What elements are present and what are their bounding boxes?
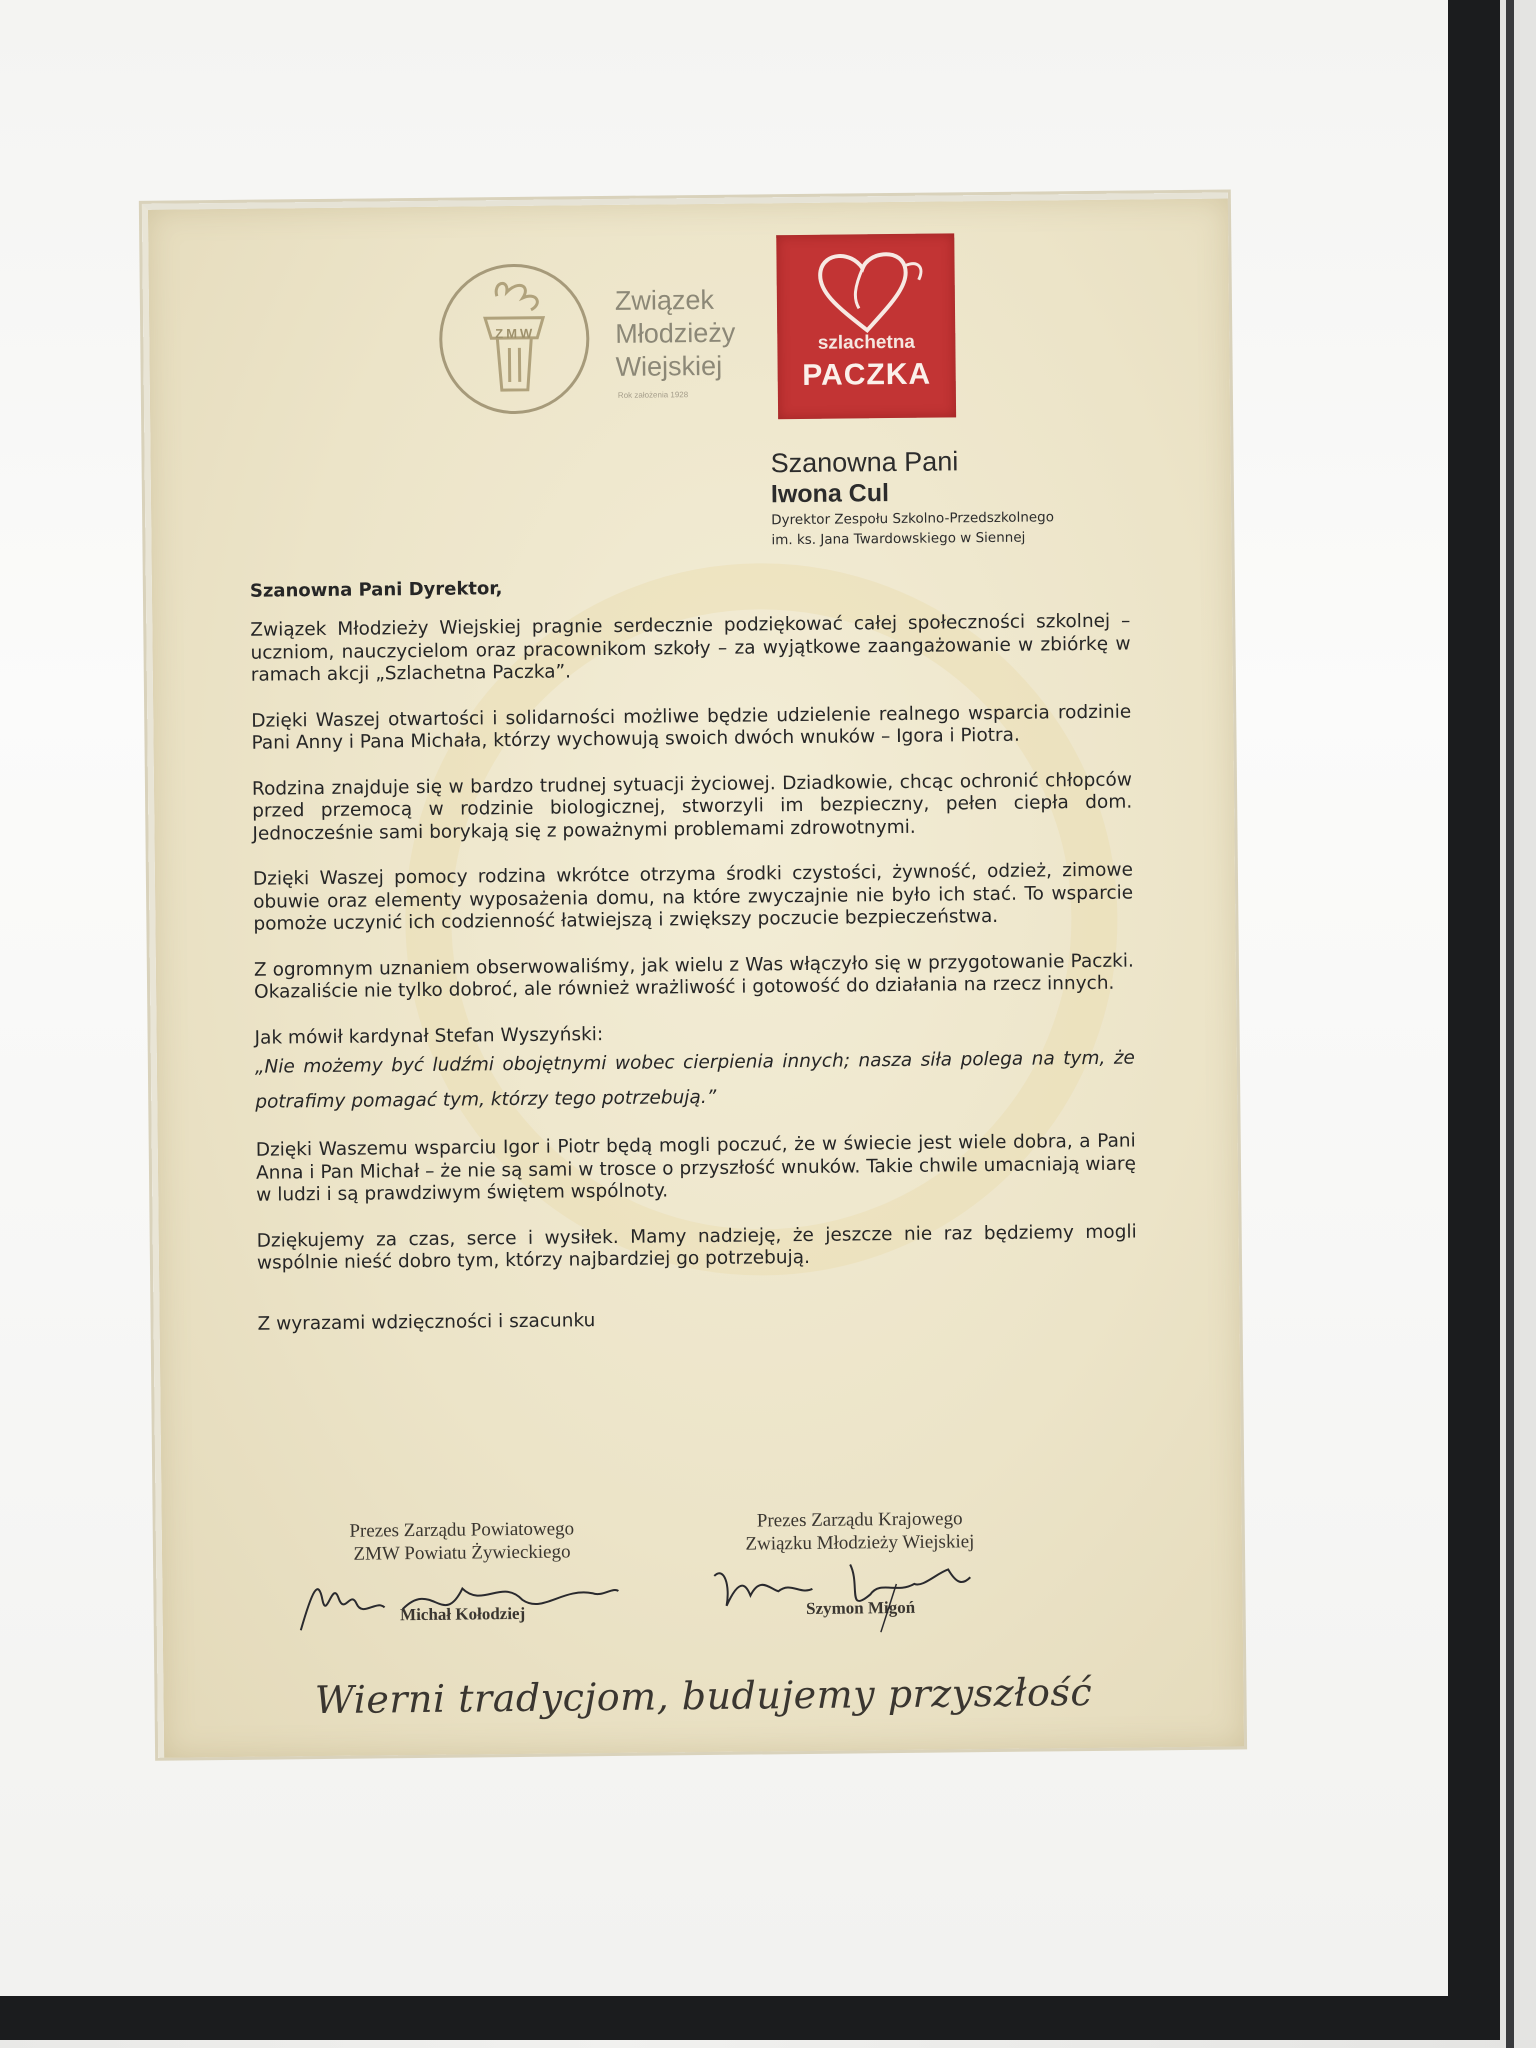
- addressee-role-line-2: im. ks. Jana Twardowskiego w Siennej: [771, 529, 1026, 549]
- sp-word-2: PACZKA: [802, 357, 932, 392]
- motto: Wierni tradycjom, budujemy przyszłość: [314, 1669, 1093, 1723]
- frame-edge: [1506, 0, 1514, 2048]
- signature-right: [700, 1507, 1021, 1620]
- signature-left: [312, 1517, 613, 1626]
- zmw-wordmark: [615, 283, 776, 384]
- letter-paragraph: Dzięki Waszemu wsparciu Igor i Piotr będą mogli poczuć, że w świecie jest wiele dobra, a Pani Anna i Pan Michał – że nie są sami w trosce o przyszłość wnuków. Takie chwile umacniają wiarę w ludzi i są prawdziwym świętem wspólnoty.: [255, 1130, 1137, 1206]
- letter-document: [142, 192, 1268, 1764]
- handwritten-signature-right: [700, 1543, 1021, 1636]
- zmw-word-2: Młodzieży: [615, 317, 736, 349]
- addressee-block: [770, 444, 1151, 549]
- letter-paragraph: Związek Młodzieży Wiejskiej pragnie serdecznie podziękować całej społeczności szkolnej – uczniom, nauczycielom oraz pracownikom szkoły – za wyjątkowe zaangażowanie w zbiórkę w ramach akcji „Szlachetna Paczka”.: [250, 610, 1131, 686]
- signature-right-name: Szymon Migoń: [805, 1597, 916, 1618]
- letter-body: [250, 572, 1138, 1335]
- zmw-badge: ZMW: [495, 325, 536, 342]
- signature-left-name: Michał Kołodziej: [399, 1603, 526, 1625]
- handwritten-signature-left: [292, 1557, 623, 1640]
- zmw-logo: [439, 261, 771, 444]
- signature-left-title-1: Prezes Zarządu Powiatowego: [349, 1518, 575, 1542]
- letter-closing: Z wyrazami wdzięczności i szacunku: [257, 1309, 596, 1335]
- letter-paper: [142, 192, 1244, 1757]
- addressee-role-line-1: Dyrektor Zespołu Szkolno-Przedszkolnego: [771, 509, 1055, 529]
- letter-greeting: Szanowna Pani Dyrektor,: [249, 578, 503, 602]
- zmw-word-1: Związek: [614, 284, 715, 316]
- letter-paragraph: Dzięki Waszej otwartości i solidarności możliwe będzie udzielenie realnego wsparcia rodzinie Pani Anny i Pana Michała, którzy wychowują swoich dwóch wnuków – Igora i Piotra.: [251, 701, 1132, 754]
- letter-paragraph: Rodzina znajduje się w bardzo trudnej sytuacji życiowej. Dziadkowie, chcąc ochronić chłopców przed przemocą w rodzinie biologicznej, stworzyli im bezpieczny, pełen ciepła dom. Jednocześnie sami borykają się z poważnymi problemami zdrowotnymi.: [251, 769, 1133, 845]
- letter-paragraph: Dzięki Waszej pomocy rodzina wkrótce otrzyma środki czystości, żywność, odzież, zimowe obuwie oraz elementy wyposażenia domu, na które zwyczajnie nie było ich stać. To wsparcie pomoże uczynić ich codzienność łatwiejszą i zwiększy poczucie bezpieczeństwa.: [252, 859, 1134, 935]
- quote-text: „Nie możemy być ludźmi obojętnymi wobec cierpienia innych; nasza siła polega na tym, że potrafimy pomagać tym, którzy tego potrzebują.”: [254, 1047, 1135, 1113]
- sp-word-1: szlachetna: [817, 331, 916, 354]
- addressee-name: Iwona Cul: [770, 479, 890, 509]
- signature-right-title-2: Związku Młodzieży Wiejskiej: [745, 1531, 975, 1555]
- addressee-salutation: Szanowna Pani: [770, 446, 959, 479]
- zmw-founded: Rok założenia 1928: [617, 390, 689, 400]
- signature-right-title-1: Prezes Zarządu Krajowego: [756, 1508, 963, 1532]
- szlachetna-paczka-logo: [776, 233, 956, 419]
- signature-left-title-2: ZMW Powiatu Żywieckiego: [353, 1541, 571, 1565]
- letter-paragraph: Z ogromnym uznaniem obserwowaliśmy, jak wielu z Was włączyło się w przygotowanie Paczki. Okazaliście nie tylko dobroć, ale również wrażliwość i gotowość do działania na rzecz innych.: [253, 950, 1134, 1003]
- letter-paragraph: Dziękujemy za czas, serce i wysiłek. Mamy nadzieję, że jeszcze nie raz będziemy mogli wspólnie nieść dobro tym, którzy najbardziej go potrzebują.: [256, 1220, 1137, 1274]
- quote-intro: Jak mówił kardynał Stefan Wyszyński:: [254, 1023, 604, 1049]
- heart-icon: [806, 246, 927, 337]
- zmw-word-3: Wiejskiej: [615, 350, 723, 382]
